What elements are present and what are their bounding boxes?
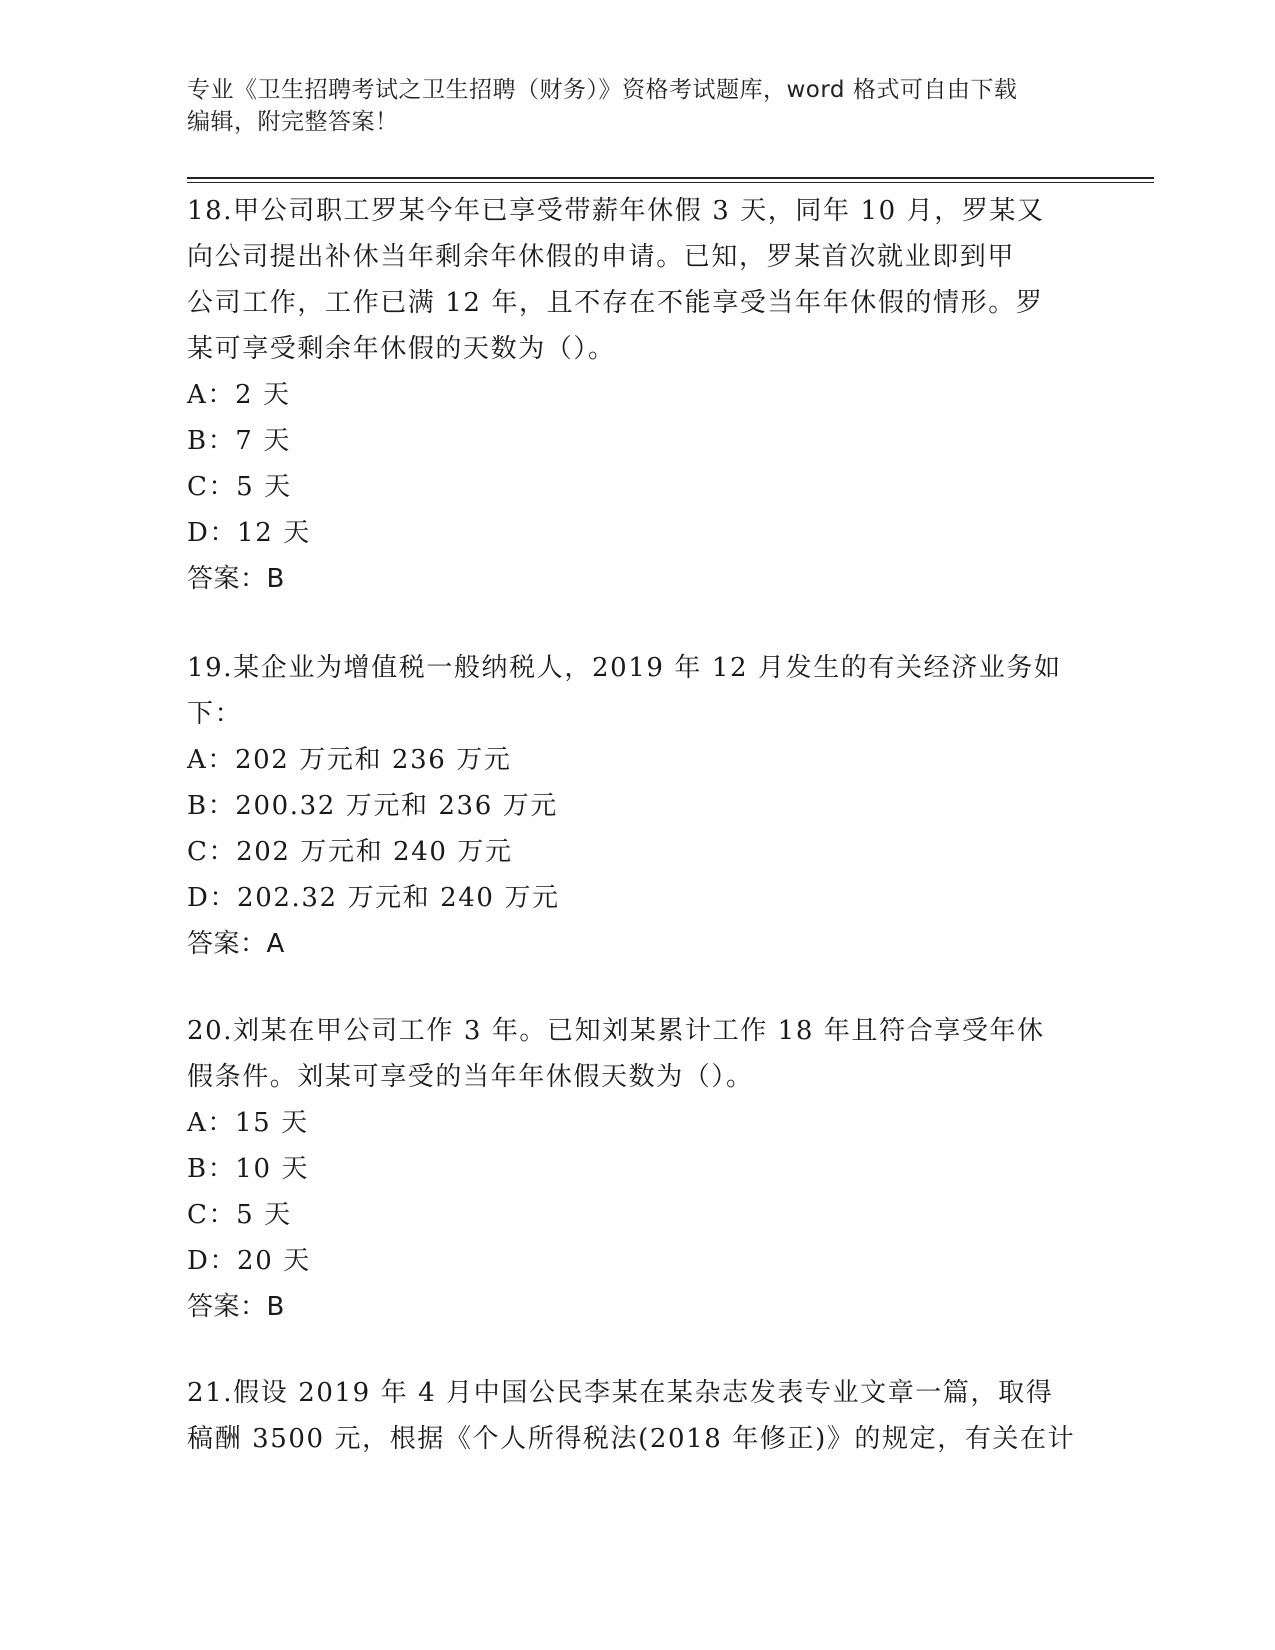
option-a: A：202 万元和 236 万元 xyxy=(187,745,512,775)
header-text-line: 专业《卫生招聘考试之卫生招聘（财务）》资格考试题库，word 格式可自由下载 xyxy=(187,77,1018,103)
option-c: C：202 万元和 240 万元 xyxy=(187,837,513,867)
option-c: C：5 天 xyxy=(187,1200,292,1230)
header-text-line: 编辑，附完整答案！ xyxy=(187,109,399,135)
option-a: A：2 天 xyxy=(187,380,291,410)
question-stem xyxy=(187,645,1067,737)
question-20 xyxy=(187,1008,1067,1330)
option-b: B：10 天 xyxy=(187,1154,310,1184)
option-d: D：20 天 xyxy=(187,1246,311,1276)
header-divider-thin xyxy=(187,182,1154,183)
stem-line: 21.假设 2019 年 4 月中国公民李某在某杂志发表专业文章一篇，取得 xyxy=(187,1378,1054,1408)
question-stem xyxy=(187,1008,1067,1100)
question-21 xyxy=(187,1370,1076,1462)
document-header xyxy=(187,74,1067,138)
stem-line: 20.刘某在甲公司工作 3 年。已知刘某累计工作 18 年且符合享受年休 xyxy=(187,1016,1045,1046)
stem-line: 公司工作，工作已满 12 年，且不存在不能享受当年年休假的情形。罗 xyxy=(187,288,1044,318)
option-c: C：5 天 xyxy=(187,472,292,502)
question-stem xyxy=(187,188,1067,372)
stem-line: 某可享受剩余年休假的天数为（）。 xyxy=(187,334,616,364)
answer-label: 答案：B xyxy=(187,564,285,594)
option-d: D：12 天 xyxy=(187,518,311,548)
stem-line: 19.某企业为增值税一般纳税人，2019 年 12 月发生的有关经济业务如 xyxy=(187,653,1062,683)
option-b: B：7 天 xyxy=(187,426,291,456)
question-19 xyxy=(187,645,1067,967)
header-divider-thick xyxy=(187,177,1154,179)
stem-line: 向公司提出补休当年剩余年休假的申请。已知，罗某首次就业即到甲 xyxy=(187,242,1016,272)
stem-line: 稿酬 3500 元，根据《个人所得税法(2018 年修正)》的规定，有关在计 xyxy=(187,1424,1076,1454)
option-d: D：202.32 万元和 240 万元 xyxy=(187,883,560,913)
answer-label: 答案：A xyxy=(187,929,285,959)
answer-label: 答案：B xyxy=(187,1292,285,1322)
stem-line: 18.甲公司职工罗某今年已享受带薪年休假 3 天，同年 10 月，罗某又 xyxy=(187,196,1045,226)
stem-line: 假条件。刘某可享受的当年年休假天数为（）。 xyxy=(187,1062,754,1092)
question-18 xyxy=(187,188,1067,602)
stem-line: 下： xyxy=(187,699,243,729)
option-a: A：15 天 xyxy=(187,1108,309,1138)
question-stem xyxy=(187,1370,1076,1462)
option-b: B：200.32 万元和 236 万元 xyxy=(187,791,558,821)
